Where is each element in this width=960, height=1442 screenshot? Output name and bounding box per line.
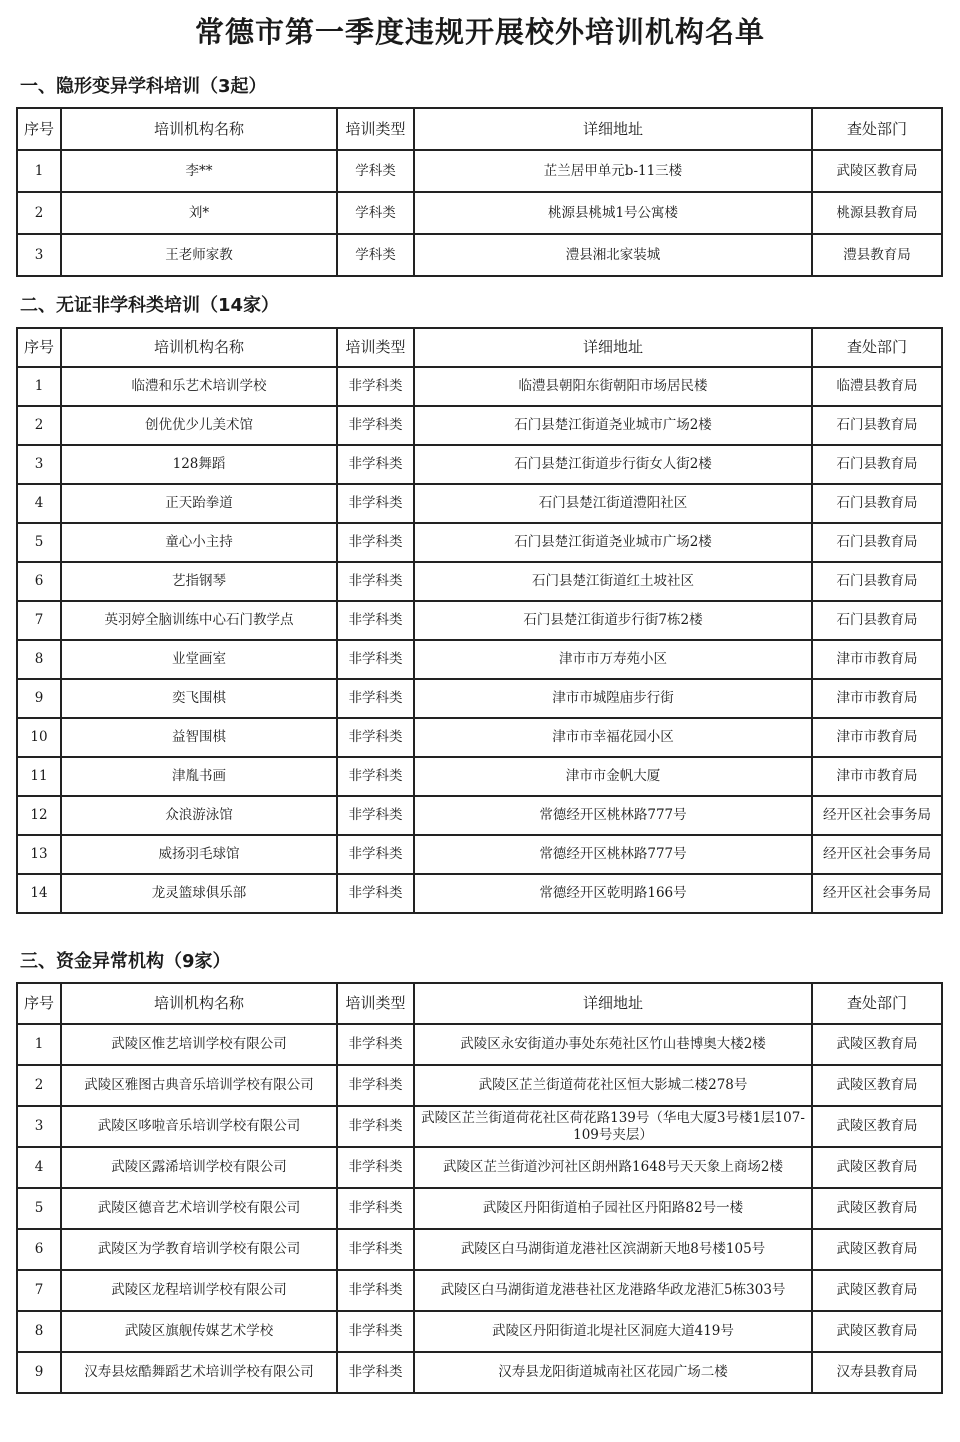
institution-name-cell: 武陵区为学教育培训学校有限公司 <box>61 1229 337 1270</box>
department-cell: 津市市教育局 <box>812 640 942 679</box>
page-title: 常德市第一季度违规开展校外培训机构名单 <box>194 15 765 49</box>
department-cell: 武陵区教育局 <box>812 1229 942 1270</box>
column-header: 培训类型 <box>337 108 414 150</box>
institution-name-cell: 武陵区惟艺培训学校有限公司 <box>61 1024 337 1065</box>
seq-cell: 5 <box>17 1188 61 1229</box>
institution-name-cell: 龙灵篮球俱乐部 <box>61 874 337 913</box>
training-type-cell: 非学科类 <box>337 835 414 874</box>
address-cell: 津市市城隍庙步行街 <box>414 679 812 718</box>
column-header: 培训机构名称 <box>61 328 337 367</box>
department-cell: 石门县教育局 <box>812 445 942 484</box>
table-row <box>17 445 942 484</box>
institution-name-cell: 津胤书画 <box>61 757 337 796</box>
seq-cell: 11 <box>17 757 61 796</box>
seq-cell: 1 <box>17 1024 61 1065</box>
address-cell: 津市市金帆大厦 <box>414 757 812 796</box>
training-type-cell: 非学科类 <box>337 1106 414 1147</box>
address-cell: 常德经开区桃林路777号 <box>414 796 812 835</box>
institution-name-cell: 艺指钢琴 <box>61 562 337 601</box>
institution-name-cell: 刘* <box>61 192 337 234</box>
department-cell: 武陵区教育局 <box>812 1270 942 1311</box>
column-header: 查处部门 <box>812 328 942 367</box>
table-abnormal-funds-institutions <box>16 982 943 1394</box>
seq-cell: 14 <box>17 874 61 913</box>
section-heading-2: 二、无证非学科类培训（14家） <box>20 295 280 316</box>
table-row <box>17 1024 942 1065</box>
table-row <box>17 874 942 913</box>
institution-name-cell: 李** <box>61 150 337 192</box>
column-header: 详细地址 <box>414 983 812 1024</box>
seq-cell: 6 <box>17 1229 61 1270</box>
training-type-cell: 非学科类 <box>337 1188 414 1229</box>
institution-name-cell: 正天跆拳道 <box>61 484 337 523</box>
training-type-cell: 非学科类 <box>337 640 414 679</box>
seq-cell: 4 <box>17 484 61 523</box>
address-cell: 武陵区白马湖街道龙港巷社区龙港路华政龙港汇5栋303号 <box>414 1270 812 1311</box>
address-cell: 石门县楚江街道红土坡社区 <box>414 562 812 601</box>
department-cell: 石门县教育局 <box>812 562 942 601</box>
training-type-cell: 非学科类 <box>337 718 414 757</box>
address-cell: 常德经开区桃林路777号 <box>414 835 812 874</box>
department-cell: 武陵区教育局 <box>812 1024 942 1065</box>
training-type-cell: 非学科类 <box>337 1024 414 1065</box>
institution-name-cell: 临澧和乐艺术培训学校 <box>61 367 337 406</box>
department-cell: 桃源县教育局 <box>812 192 942 234</box>
address-cell: 津市市万寿苑小区 <box>414 640 812 679</box>
institution-name-cell: 武陵区龙程培训学校有限公司 <box>61 1270 337 1311</box>
address-cell: 石门县楚江街道步行街女人街2楼 <box>414 445 812 484</box>
column-header: 序号 <box>17 983 61 1024</box>
training-type-cell: 学科类 <box>337 234 414 276</box>
department-cell: 武陵区教育局 <box>812 150 942 192</box>
institution-name-cell: 汉寿县炫酷舞蹈艺术培训学校有限公司 <box>61 1352 337 1393</box>
column-header: 培训类型 <box>337 983 414 1024</box>
column-header: 详细地址 <box>414 328 812 367</box>
table-header-row <box>17 328 942 367</box>
department-cell: 武陵区教育局 <box>812 1106 942 1147</box>
table-row <box>17 150 942 192</box>
seq-cell: 4 <box>17 1147 61 1188</box>
table-hidden-subject-training <box>16 107 943 277</box>
column-header: 查处部门 <box>812 983 942 1024</box>
seq-cell: 12 <box>17 796 61 835</box>
training-type-cell: 非学科类 <box>337 406 414 445</box>
address-cell: 临澧县朝阳东街朝阳市场居民楼 <box>414 367 812 406</box>
department-cell: 石门县教育局 <box>812 523 942 562</box>
address-cell: 石门县楚江街道尧业城市广场2楼 <box>414 523 812 562</box>
table-row <box>17 679 942 718</box>
training-type-cell: 非学科类 <box>337 1270 414 1311</box>
training-type-cell: 非学科类 <box>337 796 414 835</box>
column-header: 详细地址 <box>414 108 812 150</box>
seq-cell: 1 <box>17 367 61 406</box>
institution-name-cell: 128舞蹈 <box>61 445 337 484</box>
training-type-cell: 非学科类 <box>337 484 414 523</box>
address-cell: 澧县湘北家装城 <box>414 234 812 276</box>
address-cell: 石门县楚江街道尧业城市广场2楼 <box>414 406 812 445</box>
table-row <box>17 523 942 562</box>
address-cell: 常德经开区乾明路166号 <box>414 874 812 913</box>
column-header: 培训类型 <box>337 328 414 367</box>
table-row <box>17 484 942 523</box>
department-cell: 石门县教育局 <box>812 406 942 445</box>
seq-cell: 1 <box>17 150 61 192</box>
table-row <box>17 406 942 445</box>
table-row <box>17 796 942 835</box>
seq-cell: 3 <box>17 445 61 484</box>
department-cell: 武陵区教育局 <box>812 1065 942 1106</box>
section-heading-3: 三、资金异常机构（9家） <box>20 951 231 972</box>
seq-cell: 13 <box>17 835 61 874</box>
institution-name-cell: 武陵区德音艺术培训学校有限公司 <box>61 1188 337 1229</box>
seq-cell: 3 <box>17 234 61 276</box>
institution-name-cell: 武陵区哆啦音乐培训学校有限公司 <box>61 1106 337 1147</box>
address-cell: 武陵区芷兰街道沙河社区朗州路1648号天天象上商场2楼 <box>414 1147 812 1188</box>
section-heading-1: 一、隐形变异学科培训（3起） <box>20 76 267 97</box>
department-cell: 经开区社会事务局 <box>812 874 942 913</box>
institution-name-cell: 王老师家教 <box>61 234 337 276</box>
address-cell: 芷兰居甲单元b-11三楼 <box>414 150 812 192</box>
address-cell: 武陵区白马湖街道龙港社区滨湖新天地8号楼105号 <box>414 1229 812 1270</box>
institution-name-cell: 威扬羽毛球馆 <box>61 835 337 874</box>
table-row <box>17 192 942 234</box>
department-cell: 津市市教育局 <box>812 718 942 757</box>
training-type-cell: 学科类 <box>337 192 414 234</box>
training-type-cell: 非学科类 <box>337 367 414 406</box>
address-cell: 武陵区芷兰街道荷花社区荷花路139号（华电大厦3号楼1层107-109号夹层） <box>414 1106 812 1147</box>
seq-cell: 7 <box>17 1270 61 1311</box>
column-header: 查处部门 <box>812 108 942 150</box>
department-cell: 津市市教育局 <box>812 757 942 796</box>
institution-name-cell: 业堂画室 <box>61 640 337 679</box>
table-row <box>17 1229 942 1270</box>
seq-cell: 9 <box>17 679 61 718</box>
training-type-cell: 非学科类 <box>337 757 414 796</box>
seq-cell: 7 <box>17 601 61 640</box>
table-row <box>17 640 942 679</box>
table-row <box>17 835 942 874</box>
institution-name-cell: 武陵区旗舰传媒艺术学校 <box>61 1311 337 1352</box>
institution-name-cell: 益智围棋 <box>61 718 337 757</box>
table-row <box>17 367 942 406</box>
training-type-cell: 非学科类 <box>337 1065 414 1106</box>
table-row <box>17 1188 942 1229</box>
training-type-cell: 非学科类 <box>337 523 414 562</box>
column-header: 培训机构名称 <box>61 108 337 150</box>
department-cell: 武陵区教育局 <box>812 1147 942 1188</box>
column-header: 序号 <box>17 108 61 150</box>
seq-cell: 6 <box>17 562 61 601</box>
table-row <box>17 1311 942 1352</box>
address-cell: 武陵区丹阳街道柏子园社区丹阳路82号一楼 <box>414 1188 812 1229</box>
table-row <box>17 234 942 276</box>
seq-cell: 8 <box>17 640 61 679</box>
training-type-cell: 非学科类 <box>337 601 414 640</box>
address-cell: 津市市幸福花园小区 <box>414 718 812 757</box>
table-row <box>17 1352 942 1393</box>
address-cell: 汉寿县龙阳街道城南社区花园广场二楼 <box>414 1352 812 1393</box>
training-type-cell: 非学科类 <box>337 1352 414 1393</box>
table-row <box>17 1106 942 1147</box>
seq-cell: 10 <box>17 718 61 757</box>
table-header-row <box>17 983 942 1024</box>
institution-name-cell: 创优优少儿美术馆 <box>61 406 337 445</box>
seq-cell: 9 <box>17 1352 61 1393</box>
institution-name-cell: 奕飞围棋 <box>61 679 337 718</box>
department-cell: 澧县教育局 <box>812 234 942 276</box>
table-row <box>17 718 942 757</box>
training-type-cell: 学科类 <box>337 150 414 192</box>
institution-name-cell: 英羽婷全脑训练中心石门教学点 <box>61 601 337 640</box>
department-cell: 武陵区教育局 <box>812 1188 942 1229</box>
table-unlicensed-nonsubject-training <box>16 327 943 914</box>
table-row <box>17 601 942 640</box>
column-header: 培训机构名称 <box>61 983 337 1024</box>
department-cell: 汉寿县教育局 <box>812 1352 942 1393</box>
column-header: 序号 <box>17 328 61 367</box>
department-cell: 石门县教育局 <box>812 601 942 640</box>
department-cell: 经开区社会事务局 <box>812 835 942 874</box>
training-type-cell: 非学科类 <box>337 1311 414 1352</box>
table-row <box>17 757 942 796</box>
institution-name-cell: 童心小主持 <box>61 523 337 562</box>
training-type-cell: 非学科类 <box>337 445 414 484</box>
institution-name-cell: 众浪游泳馆 <box>61 796 337 835</box>
address-cell: 石门县楚江街道步行街7栋2楼 <box>414 601 812 640</box>
training-type-cell: 非学科类 <box>337 1147 414 1188</box>
seq-cell: 5 <box>17 523 61 562</box>
table-row <box>17 1065 942 1106</box>
address-cell: 石门县楚江街道澧阳社区 <box>414 484 812 523</box>
table-row <box>17 562 942 601</box>
table-row <box>17 1147 942 1188</box>
seq-cell: 2 <box>17 406 61 445</box>
training-type-cell: 非学科类 <box>337 874 414 913</box>
institution-name-cell: 武陵区露浠培训学校有限公司 <box>61 1147 337 1188</box>
seq-cell: 3 <box>17 1106 61 1147</box>
department-cell: 经开区社会事务局 <box>812 796 942 835</box>
address-cell: 武陵区芷兰街道荷花社区恒大影城二楼278号 <box>414 1065 812 1106</box>
department-cell: 石门县教育局 <box>812 484 942 523</box>
department-cell: 津市市教育局 <box>812 679 942 718</box>
table-row <box>17 1270 942 1311</box>
seq-cell: 2 <box>17 1065 61 1106</box>
seq-cell: 2 <box>17 192 61 234</box>
seq-cell: 8 <box>17 1311 61 1352</box>
address-cell: 武陵区永安街道办事处东苑社区竹山巷博奥大楼2楼 <box>414 1024 812 1065</box>
training-type-cell: 非学科类 <box>337 679 414 718</box>
address-cell: 武陵区丹阳街道北堤社区洞庭大道419号 <box>414 1311 812 1352</box>
department-cell: 临澧县教育局 <box>812 367 942 406</box>
training-type-cell: 非学科类 <box>337 1229 414 1270</box>
institution-name-cell: 武陵区雅图古典音乐培训学校有限公司 <box>61 1065 337 1106</box>
address-cell: 桃源县桃城1号公寓楼 <box>414 192 812 234</box>
table-header-row <box>17 108 942 150</box>
department-cell: 武陵区教育局 <box>812 1311 942 1352</box>
training-type-cell: 非学科类 <box>337 562 414 601</box>
